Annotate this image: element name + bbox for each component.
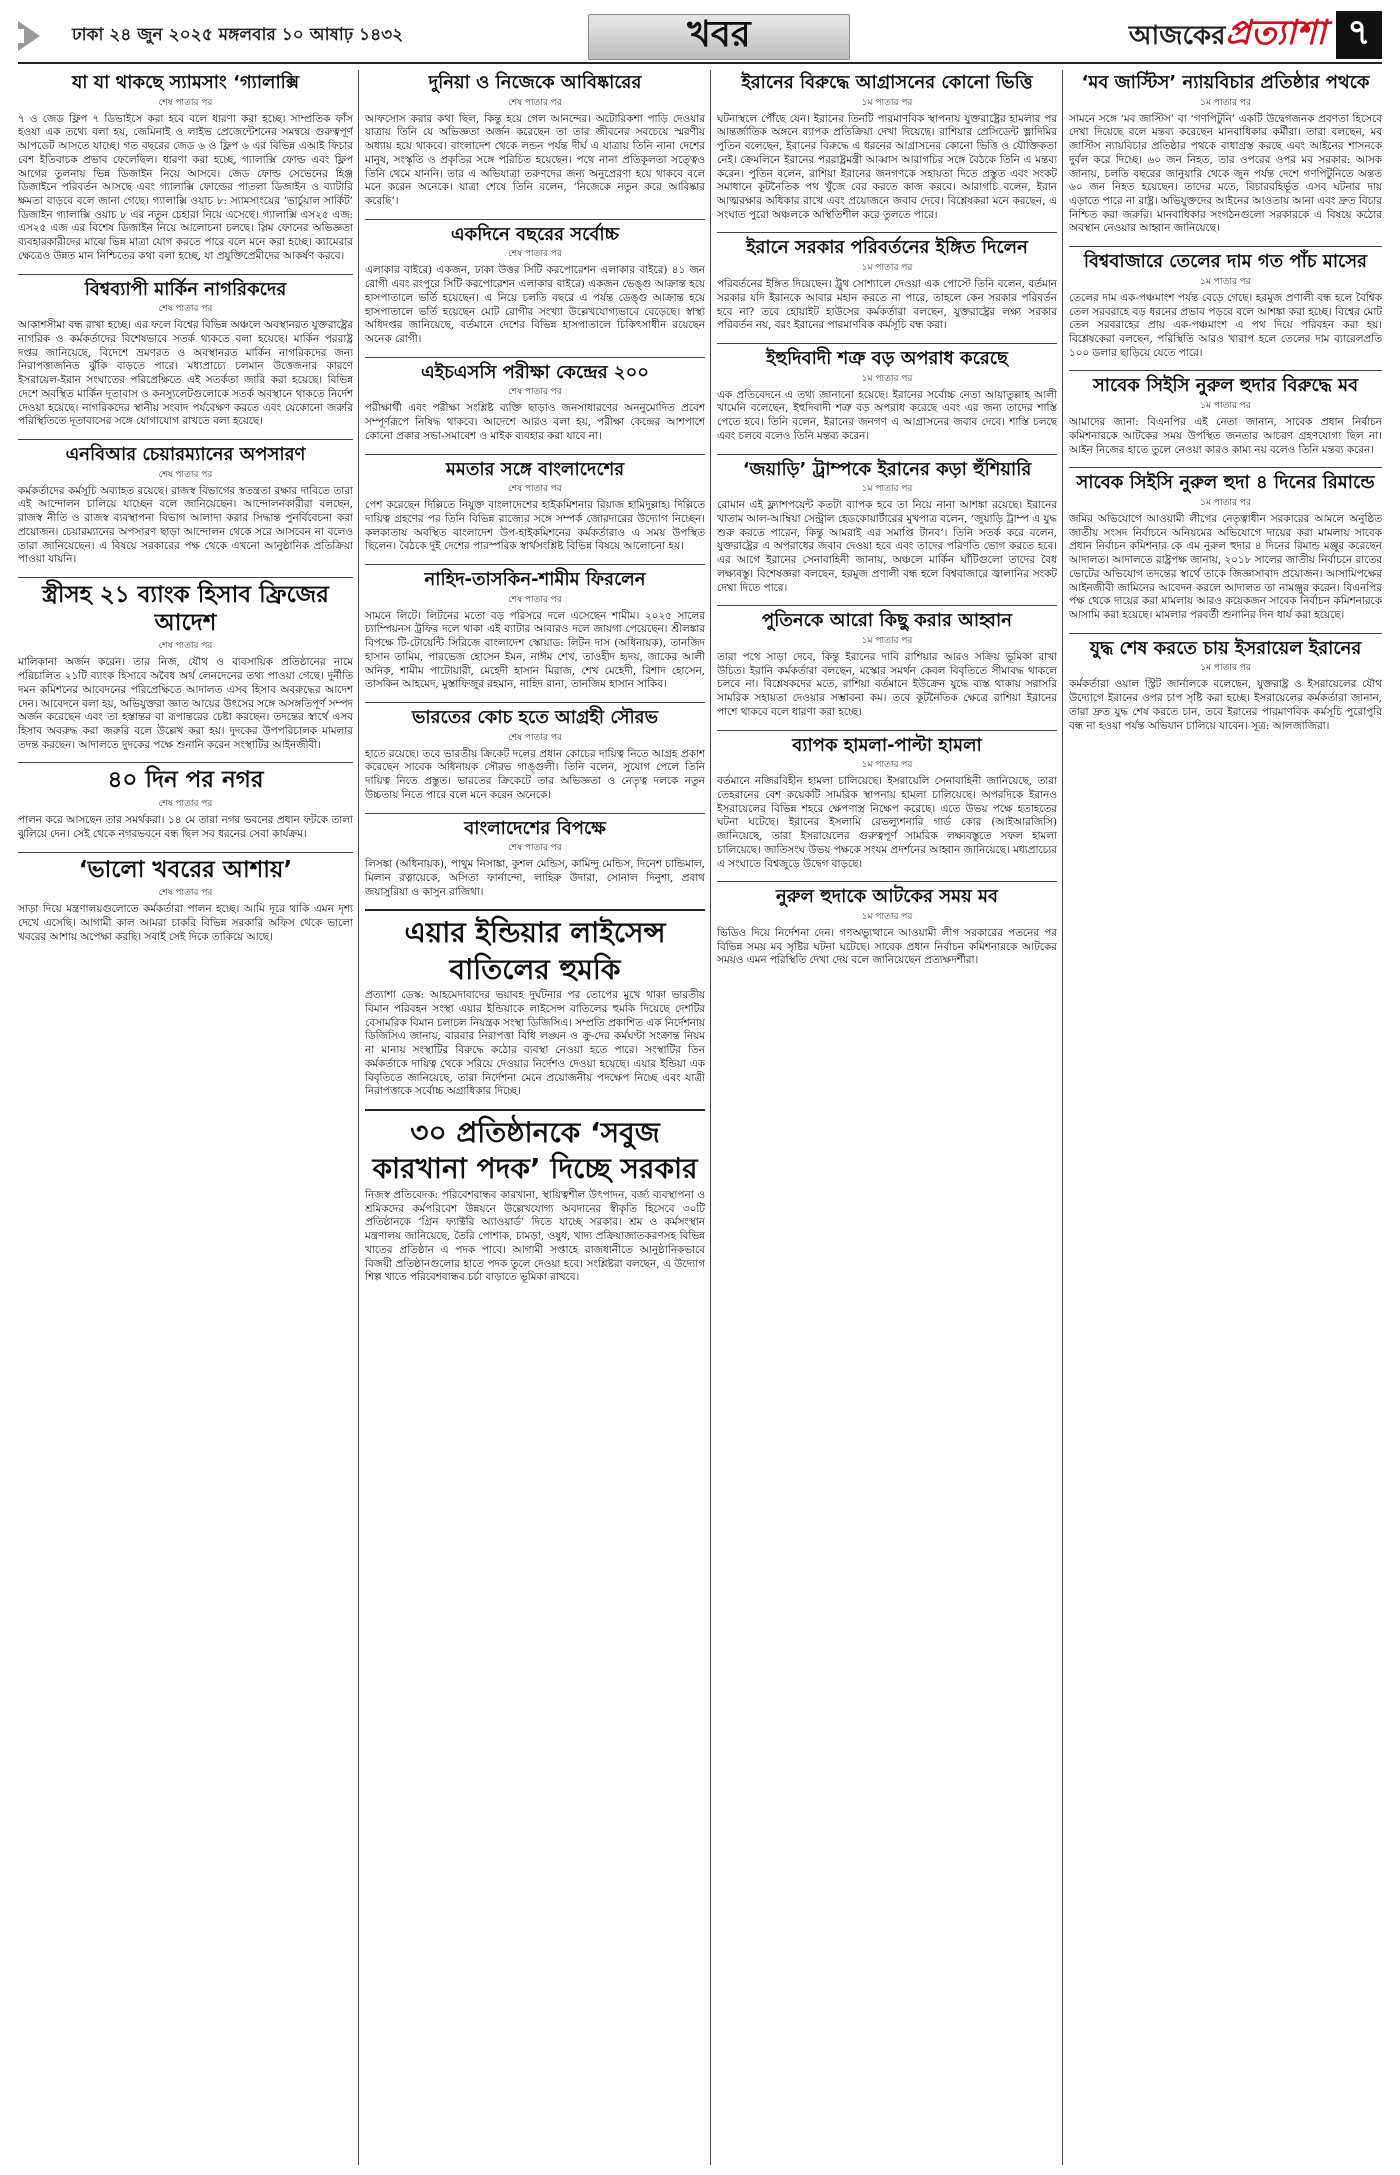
article-body: হাতে রয়েছে। তবে ভারতীয় ক্রিকেট দলের প্রধান কোচের দায়িত্ব নিতে আগ্রহ প্রকাশ করেছেন সাবেক অধিনায়ক সৌরভ গাঙ্গুলী। তিনি বলেন, সুযোগ পেলে তিনি দায়িত্ব নিতে প্রস্তুত। ভারতের ক্রিকেটে তার অভিজ্ঞতা ও নেতৃত্ব দলকে নতুন উচ্চতায় নিতে পারে বলে মনে করেন অনেকে। [365,747,705,801]
masthead [18,10,1382,64]
article-kicker: ১ম পাতার পর [861,97,913,108]
column-1 [18,70,353,2165]
article-kicker: শেষ পাতার পর [508,387,562,398]
divider [1069,467,1382,468]
article-kicker: ১ম পাতার পর [861,484,913,495]
article-bank-freeze [18,582,353,752]
article-body: রোমান এই ফ্ল্যাশপয়েন্ট কতটা ব্যাপক হবে তা নিয়ে নানা আশঙ্কা রয়েছে। ইরানের খাতাম আল-আম্বিয়া সেন্ট্রাল হেডকোয়ার্টারের মুখপাত্র বলেন, ‘জুয়াড়ি ট্রাম্প এ যুদ্ধ শুরু করতে পারেন, কিন্তু আমরাই এর সমাপ্তি টানব’। তিনি সতর্ক করে বলেন, যুক্তরাষ্ট্রের এ অপরাধের জবাব দেওয়া হবে এবং তাদের পরিণতি ভোগ করতে হবে। এর আগে ইরানের সেনাবাহিনী জানায়, অঞ্চলে মার্কিন ঘাঁটিগুলো তাদের বৈধ লক্ষ্যবস্তু। বিশেষজ্ঞরা বলছেন, হরমুজ প্রণালী বন্ধ হলে বিশ্ববাজারে জ্বালানির সংকট দেখা দিতে পারে। [717,499,1057,594]
article-headline: যা যা থাকছে স্যামসাং ‘গ্যালাক্সি [71,72,300,93]
divider [18,762,353,763]
article-body: নিজস্ব প্রতিবেদক: পরিবেশবান্ধব কারখানা, স্থায়িত্বশীল উৎপাদন, বর্জ্য ব্যবস্থাপনা ও শ্রমিকদের কর্মপরিবেশ উন্নয়নে উল্লেখযোগ্য অবদানের স্বীকৃতি হিসেবে ৩০টি প্রতিষ্ঠানকে ‘গ্রিন ফ্যাক্টরি অ্যাওয়ার্ড’ দিতে যাচ্ছে সরকার। শ্রম ও কর্মসংস্থান মন্ত্রণালয় জানিয়েছে, তৈরি পোশাক, চামড়া, ওষুধ, খাদ্য প্রক্রিয়াজাতকরণসহ বিভিন্ন খাতের প্রতিষ্ঠান এ পদক পাবে। আগামী সপ্তাহে রাজধানীতে আনুষ্ঠানিকভাবে বিজয়ী প্রতিষ্ঠানগুলোর হাতে পদক তুলে দেওয়া হবে। সংশ্লিষ্টরা বলছেন, এ উদ্যোগ শিল্প খাতে পরিবেশবান্ধব চর্চা বাড়াতে ভূমিকা রাখবে। [365,1188,705,1284]
column-divider [358,70,359,2165]
article-green-factory [365,1115,705,1285]
article-headline: সাবেক সিইসি নুরুল হুদা ৪ দিনের রিমান্ডে [1076,472,1375,494]
divider [365,564,705,565]
article-kicker: ১ম পাতার পর [1200,401,1251,412]
divider [365,454,705,455]
divider [717,605,1057,606]
article-body: মালিকানা অর্জন করেন। তার নিজ, যৌথ ও ব্যবসায়িক প্রতিষ্ঠানের নামে পরিচালিত ২১টি ব্যাংক হিসাবে অবৈধ অর্থ লেনদেনের তথ্য পাওয়া গেছে। দুর্নীতি দমন কমিশনের আবেদনের পরিপ্রেক্ষিতে আদালত এসব হিসাব অবরুদ্ধের আদেশ দেন। আবেদনে বলা হয়, অভিযুক্তরা জ্ঞাত আয়ের উৎসের সঙ্গে অসঙ্গতিপূর্ণ সম্পদ অর্জন করেছেন এবং তা হস্তান্তর বা রূপান্তরের চেষ্টা করছেন। তদন্তের স্বার্থে এসব হিসাব অবরুদ্ধ করা জরুরি বলে উল্লেখ করা হয়। দুদকের উপপরিচালক মামলার তদন্ত করছেন। আদালতে দুদকের পক্ষে শুনানি করেন সংস্থাটির আইনজীবী। [18,656,353,751]
article-kicker: শেষ পাতার পর [158,304,213,315]
article-headline: এইচএসসি পরীক্ষা কেন্দ্রের ২০০ [421,361,649,383]
article-headline: যুদ্ধ শেষ করতে চায় ইসরায়েল ইরানের [1089,637,1362,659]
divider [717,343,1057,344]
article-kicker: ১ম পাতার পর [1200,276,1251,287]
article-body: পরিবর্তনের ইঙ্গিত দিয়েছেন। ট্রুথ সোশ্যালে দেওয়া এক পোস্টে তিনি বলেন, বর্তমান সরকার যদি ইরানকে আবার মহান করতে না পারে, তাহলে কেন সরকার পরিবর্তন হবে না? তবে হোয়াইট হাউসের কর্মকর্তারা বলছেন, যুক্তরাষ্ট্রের লক্ষ্য সরকার পরিবর্তন নয়, বরং ইরানের পারমাণবিক কর্মসূচি বন্ধ করা। [717,278,1057,332]
article-nbr [18,444,353,567]
article-nurul-arrest [717,886,1057,968]
divider [1069,370,1382,371]
article-kicker: শেষ পাতার পর [158,799,213,810]
article-kicker: ১ম পাতার পর [861,635,913,646]
article-body: সামনে সঙ্গে ‘মব জাস্টিস’ বা ‘গণপিটুনি’ একটি উদ্বেগজনক প্রবণতা হিসেবে দেখা দিয়েছে বলে মন্তব্য করেছেন মানবাধিকার কর্মীরা। তারা বলছেন, মব জাস্টিস ন্যায়বিচার প্রতিষ্ঠার পথকে বাধাগ্রস্ত করছে এবং আইনের শাসনকে দুর্বল করে দিচ্ছে। ৬০ জন নিহত, তার ওপরের ওপর মব সরকার: আসক জানায়, চলতি বছরের জানুয়ারি থেকে জুন পর্যন্ত দেশে গণপিটুনিতে অন্তত ৬০ জন নিহত হয়েছেন। তাদের মতে, বিচারবহির্ভূত এসব ঘটনার দায় এড়াতে পারে না রাষ্ট্র। অভিযুক্তদের আইনের আওতায় আনা এবং দ্রুত বিচার নিশ্চিত করা জরুরি। মানবাধিকার সংগঠনগুলো সরকারকে এ বিষয়ে কঠোর অবস্থান নেওয়ার আহ্বান জানিয়েছে। [1069,112,1382,235]
divider [365,1109,705,1111]
article-headline: নাহিদ-তাসকিন-শামীম ফিরলেন [424,569,646,591]
article-body: প্রত্যাশা ডেস্ক: আহমেদাবাদের ভয়াবহ দুর্ঘটনার পর তোপের মুখে থাকা ভারতীয় বিমান পরিবহন সংস্থা এয়ার ইন্ডিয়াকে লাইসেন্স বাতিলের হুমকি দিয়েছে দেশটির বেসামরিক বিমান চলাচল নিয়ন্ত্রক সংস্থা ডিজিসিএ। সম্প্রতি প্রকাশিত এক নির্দেশনায় ডিজিসিএ জানায়, বারবার নিরাপত্তা বিধি লঙ্ঘন ও ক্রু-দের কর্মঘণ্টা সংক্রান্ত নিয়ম না মানায় সংস্থাটির বিরুদ্ধে কঠোর ব্যবস্থা নেওয়া হতে পারে। সংস্থাটির তিন কর্মকর্তাকে দায়িত্ব থেকে সরিয়ে দেওয়ার নির্দেশও দেওয়া হয়েছে। এয়ার ইন্ডিয়া এক বিবৃতিতে জানিয়েছে, তারা নির্দেশনা মেনে প্রয়োজনীয় পদক্ষেপ নিচ্ছে এবং যাত্রী নিরাপত্তাকে সর্বোচ্চ অগ্রাধিকার দিচ্ছে। [365,989,705,1098]
article-body: কর্মকর্তারা ওয়াল স্ট্রিট জার্নালকে বলেছেন, যুক্তরাষ্ট্র ও ইসরায়েলের যৌথ উদ্যোগে ইরানের ওপর চাপ সৃষ্টি করা হচ্ছে। ইসরায়েলের কর্মকর্তারা জানান, তারা দ্রুত যুদ্ধ শেষ করতে চান, তবে ইরানের পারমাণবিক কর্মসূচি পুরোপুরি বন্ধ না হওয়া পর্যন্ত অভিযান চালিয়ে যাবেন। সূত্র: আলজাজিরা। [1069,678,1382,732]
article-record [365,224,705,347]
column-divider [1062,70,1063,2165]
article-headline: ব্যাপক হামলা-পাল্টা হামলা [792,734,982,756]
article-body: আফসোস করার কথা ছিল, কিন্তু হয়ে গেল আনন্দের। অটোরিকশা পাড়ি দেওয়ার যাত্রায় তিনি যে অভিজ্ঞতা অর্জন করেছেন তা তার জীবনের সবচেয়ে স্মরণীয় অধ্যায় হয়ে থাকবে। বাংলাদেশ থেকে লন্ডন পর্যন্ত দীর্ঘ এ যাত্রায় তিনি নানা দেশের মানুষ, সংস্কৃতি ও প্রকৃতির সঙ্গে পরিচিত হয়েছেন। পথে নানা প্রতিকূলতা সত্ত্বেও তিনি থেমে যাননি। তার এ অভিযাত্রা তরুণদের জন্য অনুপ্রেরণা হয়ে থাকবে বলে মনে করেন অনেকে। যাত্রা শেষে তিনি বলেন, ‘নিজেকে নতুন করে আবিষ্কার করেছি’। [365,112,705,207]
arrow-icon [18,19,52,53]
article-kicker: শেষ পাতার পর [158,97,213,108]
divider [365,909,705,911]
logo-accent-text: প্রত্যাশা [1225,12,1326,53]
article-headline: স্ত্রীসহ ২১ ব্যাংক হিসাব ফ্রিজের আদেশ [42,582,329,636]
article-kicker: শেষ পাতার পর [158,469,213,480]
article-nahid [365,569,705,692]
article-dunia [365,72,705,209]
article-body: সাড়া দিয়ে মন্ত্রণালয়গুলোতে কর্মকর্তারা পালন হচ্ছে। আমি দূরে থাকি এমন দৃশ্য দেখে এসেছি। আগামী কাল আমরা চাকরি বিভিন্ন সরকারি অফিস থেকে ভালো খবরের আশায় অপেক্ষা করছি। সবাই সেই দিকে তাকিয়ে আছে। [18,903,353,943]
article-headline: মমতার সঙ্গে বাংলাদেশের [445,458,625,480]
section-title: খবর [687,14,751,55]
article-kicker: শেষ পাতার পর [158,641,213,652]
article-kicker: ১ম পাতার পর [861,760,913,771]
article-body: লিসঙ্কা (অধিনায়ক), পাথুম নিসাঙ্কা, কুশল মেন্ডিস, কামিন্দু মেন্ডিস, দিনেশ চান্ডিমাল, মিলান রত্নায়েকে, অসিতা ফার্নান্দো, লাহিরু উদারা, সোনাল দিনুশা, প্রবাথ জয়াসুরিয়া ও কাসুন রাজিথা। [365,858,705,898]
article-headline: ৪০ দিন পর নগর [107,767,264,794]
article-headline: দুনিয়া ও নিজেকে আবিষ্কারের [428,72,642,93]
divider [18,852,353,853]
column-3 [717,70,1057,2165]
article-iran-unfounded [717,72,1057,222]
logo-main-text: আজকের [1128,20,1226,51]
newspaper-logo [1129,7,1326,64]
article-headline: ‘মব জাস্টিস’ ন্যায়বিচার প্রতিষ্ঠার পথকে [1081,72,1370,93]
article-headline: নুরুল হুদাকে আটকের সময় মব [775,886,999,908]
article-war-end [1069,638,1382,734]
divider [1069,246,1382,247]
divider [1069,633,1382,634]
article-jews-enemy [717,348,1057,444]
article-attacks [717,735,1057,872]
article-body: ঘটনাস্থলে পৌঁছে যেন। ইরানের তিনটি পারমাণবিক স্থাপনায় যুক্তরাষ্ট্রের হামলার পর আন্তর্জাতিক অঙ্গনে ব্যাপক প্রতিক্রিয়া দেখা দিয়েছে। রাশিয়ার প্রেসিডেন্ট ভ্লাদিমির পুতিন বলেছেন, ইরানের বিরুদ্ধে এ ধরনের আগ্রাসনের কোনো ভিত্তি ও যৌক্তিকতা নেই। ক্রেমলিনে ইরানের পররাষ্ট্রমন্ত্রী আব্বাস আরাগচির সঙ্গে বৈঠকে তিনি এ মন্তব্য করেন। পুতিন বলেন, রাশিয়া ইরানের জনগণকে সহায়তা দিতে প্রস্তুত এবং সংকট সমাধানে কূটনৈতিক পথ খুঁজে বের করতে কাজ করবে। আরাগচি বলেন, ইরান আত্মরক্ষার অধিকার রাখে এবং প্রয়োজনে জবাব দেবে। বিশ্লেষকরা মনে করছেন, এ সংঘাত পুরো অঞ্চলকে অস্থিতিশীল করে তুলতে পারে। [717,112,1057,221]
article-jaysadi [717,459,1057,596]
article-kicker: শেষ পাতার পর [508,594,562,605]
article-headline: ‘ভালো খবরের আশায়’ [78,856,293,883]
article-body: তারা পথে সাড়া দেবে, কিন্তু ইরানের দাবি রাশিয়ার আরও সক্রিয় ভূমিকা রাখা উচিত। ইরানি কর্মকর্তারা বলছেন, মস্কোর সমর্থন কেবল বিবৃতিতে সীমাবদ্ধ থাকলে চলবে না। বিশ্লেষকদের মতে, রাশিয়া বর্তমানে ইউক্রেন যুদ্ধে ব্যস্ত থাকায় সরাসরি সামরিক সহায়তা দেওয়ার সম্ভাবনা কম। তবে কূটনৈতিক ক্ষেত্রে রাশিয়া ইরানের পাশে থাকবে বলে ধারণা করা হচ্ছে। [717,650,1057,718]
article-body: পালন করে আসছেন তার সমর্থকরা। ১৪ মে তারা নগর ভবনের প্রধান ফটকে তালা ঝুলিয়ে দেন। সেই থেকে নগরভবনে বন্ধ ছিল সব ধরনের সেবা কার্যক্রম। [18,814,353,840]
masthead-right [1129,10,1382,60]
article-cec-mob [1069,375,1382,457]
divider [717,730,1057,731]
divider [717,454,1057,455]
article-nagar [18,767,353,841]
article-mob-justice [1069,72,1382,236]
divider [18,439,353,440]
article-headline: বাংলাদেশের বিপক্ষে [464,817,606,839]
article-headline: এয়ার ইন্ডিয়ার লাইসেন্স বাতিলের হুমকি [404,916,666,986]
article-vs-bd [365,818,705,900]
article-air-india [365,915,705,1099]
article-sourav [365,707,705,803]
article-us-citizens [18,279,353,429]
article-oil-price [1069,251,1382,360]
article-body: ৭ ও জেড ফ্লিপ ৭ ডিভাইসে করা হবে বলে ধারণা করা হচ্ছে। সাম্প্রতিক ফাঁস হওয়া এক তথ্যে বলা হয়, জেমিনাই ও লাইভ প্রেজেন্টেশনের সমন্বয়ে গুরুত্বপূর্ণ আপডেট আসতে যাচ্ছে। গত বছরের জেড ৬ ও ফ্লিপ ৬ এর বিভিন্ন এআই ফিচার বেশ ইতিবাচক প্রভাব ফেলেছিল। ধারণা করা হচ্ছে, গ্যালাক্সি ফোল্ড এবং ফ্লিপ আগের তুলনায় ভিন্ন ডিজাইন নিয়ে আসবে। জেড ফোল্ড সেভেনের হিঞ্জ ডিজাইনে পরিবর্তন আসছে এবং গ্যালাক্সি ফোল্ডের পাতলা ডিজাইন ও ব্যাটারি ক্ষমতা বাড়বে বলে জানা গেছে। গ্যালাক্সি ওয়াচ ৮: স্যামসাংয়ের ‘ভার্চুয়াল সার্কিট’ ডিজাইন গ্যালাক্সি ওয়াচ ৮ এর নতুন চেহারা নিয়ে এসেছে। গ্যালাক্সি এস২৫ এজ: এস২৫ এজ এর বিশেষ ডিজাইন নিয়ে আলোচনা চলছে। স্লিম ফোনের অভিজ্ঞতা ব্যবহারকারীদের মাঝে ভিন্ন মাত্রা যোগ করতে পারে বলে মনে করা হচ্ছে। ক্যামেরার ক্ষেত্রেও উন্নত মান নিশ্চিতের কথা বলা হচ্ছে, যা প্রযুক্তিপ্রেমীদের আকর্ষণ করবে। [18,112,353,262]
article-body: আমাদের জানা: বিএনপির এই নেতা জানান, সাবেক প্রধান নির্বাচন কমিশনারকে আটকের সময় উপস্থিত জনতার আচরণ গ্রহণযোগ্য ছিল না। আইন নিজের হাতে তুলে নেওয়া কারও কাম্য নয় বলেও তিনি মন্তব্য করেন। [1069,416,1382,456]
article-headline: পুতিনকে আরো কিছু করার আহ্বান [762,610,1012,632]
article-headline: ইহুদিবাদী শত্রু বড় অপরাধ করেছে [766,348,1008,369]
article-headline: ৩০ প্রতিষ্ঠানকে ‘সবুজ কারখানা পদক’ দিচ্ছে সরকার [372,1116,698,1186]
article-kicker: ১ম পাতার পর [861,263,913,274]
article-kicker: ১ম পাতার পর [861,373,913,384]
article-body: এক প্রতিবেদনে এ তথ্য জানানো হয়েছে। ইরানের সর্বোচ্চ নেতা আয়াতুল্লাহ আলী খামেনি বলেছেন, ইহুদিবাদী শত্রু বড় অপরাধ করেছে এবং এর জন্য তাদের শাস্তি পেতে হবে। তিনি বলেন, ইরানের জনগণ এ আগ্রাসনের জবাব দেবে। শাস্তি চলছে এবং চলবে বলেও তিনি মন্তব্য করেন। [717,388,1057,442]
article-kicker: শেষ পাতার পর [508,97,562,108]
divider [717,232,1057,233]
divider [365,357,705,358]
article-kicker: শেষ পাতার পর [508,843,562,854]
article-body: ভিডিও দিয়ে নির্দেশনা দেন। গণঅভ্যুত্থানে আওয়ামী লীগ সরকারের পতনের পর বিভিন্ন সময় মব সৃষ্টির ঘটনা ঘটেছে। সাবেক প্রধান নির্বাচন কমিশনারকে আটকের সময়ও এমন পরিস্থিতি দেখা দেয় বলে জানিয়েছেন প্রত্যক্ষদর্শীরা। [717,926,1057,967]
date-line: ঢাকা ২৪ জুন ২০২৫ মঙ্গলবার ১০ আষাঢ় ১৪৩২ [72,25,404,45]
article-cec-remand [1069,472,1382,622]
section-banner [588,14,850,60]
article-headline: বিশ্ববাজারে তেলের দাম গত পাঁচ মাসের [1083,251,1368,273]
article-headline: ‘জয়াড়ি’ ট্রাম্পকে ইরানের কড়া হুঁশিয়ারি [742,458,1032,480]
column-4 [1069,70,1382,2165]
article-kicker: ১ম পাতার পর [1200,663,1251,674]
article-body: জমির অভিযোগে আওয়ামী লীগের নেতৃত্বাধীন সরকারের আমলে অনুষ্ঠিত জাতীয় সংসদ নির্বাচনে অনিয়মের অভিযোগে দায়ের করা মামলায় সাবেক প্রধান নির্বাচন কমিশনার কে এম নুরুল হুদার ৪ দিনের রিমান্ড মঞ্জুর করেছেন আদালত। আদালতে রাষ্ট্রপক্ষ জানায়, ২০১৮ সালের জাতীয় নির্বাচনে রাতের ভোটের অভিযোগ তদন্তের স্বার্থে তাকে জিজ্ঞাসাবাদ প্রয়োজন। আসামিপক্ষের আইনজীবী জামিনের আবেদন করলে আদালত তা নামঞ্জুর করেন। বিএনপির পক্ষ থেকে দায়ের করা মামলায় আরও কয়েকজন সাবেক নির্বাচন কমিশনারকে আসামি করা হয়েছে। মামলার পরবর্তী শুনানির দিন ধার্য করা হয়েছে। [1069,512,1382,621]
article-galaxy [18,72,353,264]
article-kicker: ১ম পাতার পর [861,911,913,922]
article-body: পরীক্ষার্থী এবং পরীক্ষা সংশ্লিষ্ট ব্যক্তি ছাড়াও জনসাধারণের অননুমোদিত প্রবেশ সম্পূর্ণরূপে নিষিদ্ধ থাকবে। আদেশে আরও বলা হয়, পরীক্ষা কেন্দ্রের আশপাশে কোনো প্রকার সভা-সমাবেশ ও মাইক ব্যবহার করা যাবে না। [365,402,705,442]
masthead-left [18,19,448,53]
article-body: কর্মকর্তাদের কর্মসূচি অব্যাহত রয়েছে। রাজস্ব বিভাগের স্বতন্ত্রতা রক্ষার দাবিতে তারা এই আন্দোলন চালিয়ে যাচ্ছেন বলে জানিয়েছেন। আন্দোলনকারীরা বলছেন, রাজস্ব নীতি ও রাজস্ব ব্যবস্থাপনা বিভাগ আলাদা করার সিদ্ধান্ত পুনর্বিবেচনা করা প্রয়োজন। চেয়ারম্যানের অপসারণ ছাড়া আন্দোলন থেকে সরে আসবেন না বলেও তারা জানিয়েছেন। এ বিষয়ে সরকারের পক্ষ থেকে এখনো আনুষ্ঠানিক প্রতিক্রিয়া পাওয়া যায়নি। [18,484,353,566]
article-headline: সাবেক সিইসি নুরুল হুদার বিরুদ্ধে মব [1092,375,1359,397]
article-hsc [365,362,705,444]
divider [365,219,705,220]
article-putin-call [717,610,1057,719]
article-headline: এনবিআর চেয়ারম্যানের অপসারণ [65,444,306,466]
article-headline: ভারতের কোচ হতে আগ্রহী সৌরভ [411,707,658,729]
article-headline: বিশ্বব্যাপী মার্কিন নাগরিকদের [84,278,287,300]
article-body: বর্তমানে নজিরবিহীন হামলা চালিয়েছে। ইসরায়েলি সেনাবাহিনী জানিয়েছে, তারা তেহরানের বেশ কয়েকটি সামরিক স্থাপনায় হামলা চালিয়েছে। অপরদিকে ইরানও ইসরায়েলের বিভিন্ন শহরে ক্ষেপণাস্ত্র নিক্ষেপ করেছে। এতে উভয় পক্ষে হতাহতের ঘটনা ঘটেছে। ইরানের ইসলামি রেভল্যুশনারি গার্ড কোর (আইআরজিসি) জানিয়েছে, তারা ইসরায়েলের গুরুত্বপূর্ণ সামরিক লক্ষ্যবস্তুতে সফল হামলা চালিয়েছে। জাতিসংঘ উভয় পক্ষকে সংযম প্রদর্শনের আহ্বান জানিয়েছে। মধ্যপ্রাচ্যের এ সংঘাতে বিশ্বজুড়ে উদ্বেগ বাড়ছে। [717,775,1057,870]
article-headline: ইরানে সরকার পরিবর্তনের ইঙ্গিত দিলেন [746,237,1028,259]
article-body: তেলের দাম এক-পঞ্চমাংশ পর্যন্ত বেড়ে গেছে। হরমুজ প্রণালী বন্ধ হলে বৈশ্বিক তেল সরবরাহে বড় ধরনের প্রভাব পড়বে বলে আশঙ্কা করা হচ্ছে। বিশ্বের মোট তেল সরবরাহের প্রায় এক-পঞ্চমাংশ এ পথ দিয়ে পরিবহন করা হয়। বিশ্লেষকেরা বলছেন, পরিস্থিতি আরও খারাপ হলে তেলের দাম ব্যারেলপ্রতি ১০০ ডলার ছাড়িয়ে যেতে পারে। [1069,291,1382,359]
column-2 [365,70,705,2165]
article-body: সামনে লিটে। লিটনের মতো বড় পরিসরে দলে এসেছেন শামীম। ২০২৫ সালের চ্যাম্পিয়নস ট্রফির দলে থাকা এই ব্যাটার আবারও দলে জায়গা পেয়েছেন। শ্রীলঙ্কার বিপক্ষে টি-টোয়েন্টি সিরিজে বাংলাদেশ স্কোয়াড: লিটন দাস (অধিনায়ক), তানজিদ হাসান তামিম, পারভেজ হোসেন ইমন, নাঈম শেখ, তাওহীদ হৃদয়, জাকের আলী অনিক, শামীম পাটোয়ারী, মেহেদী হাসান মিরাজ, শেখ মেহেদী, রিশাদ হোসেন, তাসকিন আহমেদ, মুস্তাফিজুর রহমান, নাহিদ রানা, তানজিম হাসান সাকিব। [365,609,705,691]
article-kicker: ১ম পাতার পর [1200,97,1251,108]
divider [717,881,1057,882]
divider [18,577,353,578]
article-kicker: শেষ পাতার পর [508,484,562,495]
divider [365,813,705,814]
article-kicker: ১ম পাতার পর [1200,497,1251,508]
page-number: ৭ [1336,11,1382,59]
article-kicker: শেষ পাতার পর [508,249,562,260]
article-body: আকাশসীমা বন্ধ রাখা হচ্ছে। এর ফলে বিশ্বের বিভিন্ন অঞ্চলে অবস্থানরত যুক্তরাষ্ট্রের নাগরিক ও কর্মকর্তাদের বিশেষভাবে সতর্ক থাকতে বলা হয়েছে। মার্কিন পররাষ্ট্র দপ্তর জানিয়েছে, বিদেশে ভ্রমণরত ও অবস্থানরত মার্কিন নাগরিকদের জন্য নিরাপত্তাজনিত ঝুঁকি বাড়তে পারে। মধ্যপ্রাচ্যে চলমান উত্তেজনার কারণে ইসরায়েল-ইরান সংঘাতের পরিপ্রেক্ষিতে এই সতর্কতা জারি করা হয়েছে। বিভিন্ন দেশে অবস্থিত মার্কিন দূতাবাস ও কনস্যুলেটগুলোকে সতর্ক অবস্থানে থাকতে নির্দেশ দেওয়া হয়েছে। নাগরিকদের স্থানীয় সংবাদ পর্যবেক্ষণ করতে এবং যেকোনো জরুরি পরিস্থিতিতে দূতাবাসের সঙ্গে যোগাযোগ রাখতে বলা হয়েছে। [18,319,353,428]
column-divider [710,70,711,2165]
divider [18,274,353,275]
article-body: পেশ করেছেন দিল্লিতে নিযুক্ত বাংলাদেশের হাইকমিশনার রিয়াজ হামিদুল্লাহ। দিল্লিতে দায়িত্ব গ্রহণের পর তিনি বিভিন্ন রাজ্যের সঙ্গে সম্পর্ক জোরদারের উদ্যোগ নিচ্ছেন। কলকাতায় অবস্থিত বাংলাদেশ উপ-হাইকমিশনের কর্মকর্তারাও এ সময় উপস্থিত ছিলেন। বৈঠকে দুই দেশের পারস্পরিক স্বার্থসংশ্লিষ্ট বিভিন্ন বিষয়ে আলোচনা হয়। [365,499,705,553]
article-headline: একদিনে বছরের সর্বোচ্চ [450,223,620,245]
article-kicker: শেষ পাতার পর [158,888,213,899]
article-regime-change [717,237,1057,333]
article-kicker: শেষ পাতার পর [508,732,562,743]
article-mamata [365,459,705,555]
article-good-news [18,857,353,945]
article-body: এলাকার বাইরে) একজন, ঢাকা উত্তর সিটি করপোরেশন এলাকার বাইরে) ৪১ জন রোগী এবং রংপুরে সিটি করপোরেশন এলাকার বাইরে) একজন ভেঙ্গু আক্রান্ত হয়ে হাসপাতালে ভর্তি হয়েছেন। এ নিয়ে চলতি বছরে এ পর্যন্ত ডেঙ্গু আক্রান্ত হয়ে হাসপাতালে ভর্তি হয়েছেন মোট রোগীর সংখ্যা উল্লেখযোগ্যভাবে বেড়েছে। স্বাস্থ্য অধিদপ্তর জানিয়েছে, বর্তমানে দেশের বিভিন্ন হাসপাতালে চিকিৎসাধীন রয়েছেন অনেক রোগী। [365,264,705,345]
divider [365,702,705,703]
article-headline: ইরানের বিরুদ্ধে আগ্রাসনের কোনো ভিত্তি [741,72,1033,93]
